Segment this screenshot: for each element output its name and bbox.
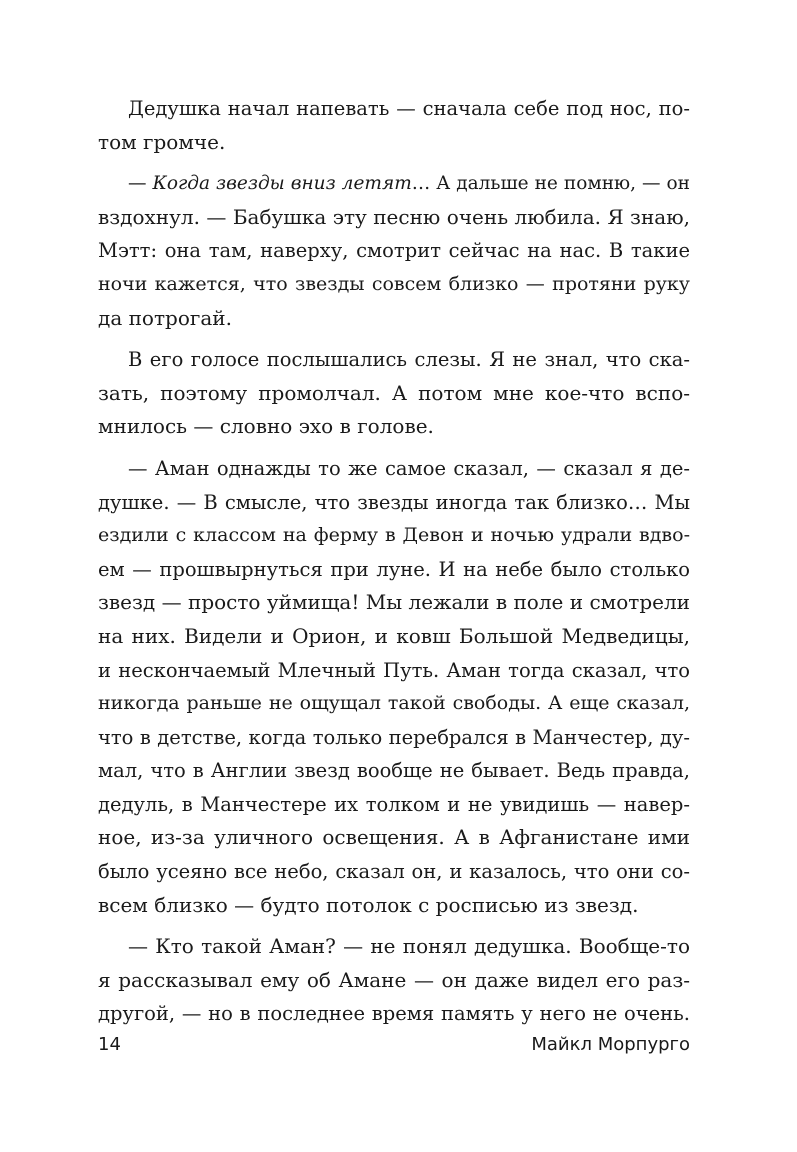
text-run: … А дальше не помню, — он [411,173,690,195]
text-line: ездили с классом на ферму в Девон и ночью удрали вдво- [98,524,690,547]
text-line: В его голосе послышались слезы. Я не знал, что ска- [128,348,690,372]
text-line: да потрогай. [98,305,232,330]
dash: — [128,173,153,195]
text-line: — Аман однажды то же самое сказал, — сказал я де- [128,456,690,480]
text-line: я рассказывал ему об Амане — он даже видел его раз- [98,967,690,992]
text-line: вздохнул. — Бабушка эту песню очень любила. Я знаю, [98,204,690,229]
page-number: 14 [98,1034,121,1055]
text-line: мнилось — словно эхо в голове. [98,414,434,439]
text-line: ное, из-за уличного освещения. А в Афганистане ими [98,825,690,850]
text-line: душке. — В смысле, что звезды иногда так близко… Мы [98,490,690,514]
text-line: Мэтт: она там, наверху, смотрит сейчас на нас. В такие [98,239,690,263]
text-line: ночи кажется, что звезды совсем близко — протяни руку [98,272,690,295]
text-line [98,167,690,201]
text-line: другой, — но в последнее время память у него не очень. [98,1002,690,1026]
text-line: ем — прошвырнуться при луне. И на небе было столько [98,557,690,581]
song-title: Когда звезды вниз летят [152,173,412,195]
text-line: Дедушка начал напевать — сначала себе под нос, по- [128,97,690,120]
text-line: зать, поэтому промолчал. А потом мне кое-что вспо- [98,380,690,405]
text-line: — Кто такой Аман? — не понял дедушка. Вообще-то [128,934,690,959]
running-footer-author: Майкл Морпурго [531,1034,690,1055]
text-line: дедуль, в Манчестере их толком и не увидишь — навер- [98,792,690,816]
text-line: на них. Видели и Орион, и ковш Большой Медведицы, [98,623,690,648]
text-line: всем близко — будто потолок с росписью из звезд. [98,892,639,917]
body-text [98,92,690,1031]
text-line: мал, что в Англии звезд вообще не бывает. Ведь правда, [98,759,690,783]
text-line: никогда раньше не ощущал такой свободы. А еще сказал, [98,692,690,715]
text-line: было усеяно все небо, сказал он, и казалось, что они со- [98,860,690,884]
text-line: том громче. [98,129,226,154]
text-line: что в детстве, когда только перебрался в Манчестер, ду- [98,725,690,749]
text-line: и нескончаемый Млечный Путь. Аман тогда сказал, что [98,658,690,682]
text-line: звезд — просто уймища! Мы лежали в поле и смотрели [98,590,690,615]
